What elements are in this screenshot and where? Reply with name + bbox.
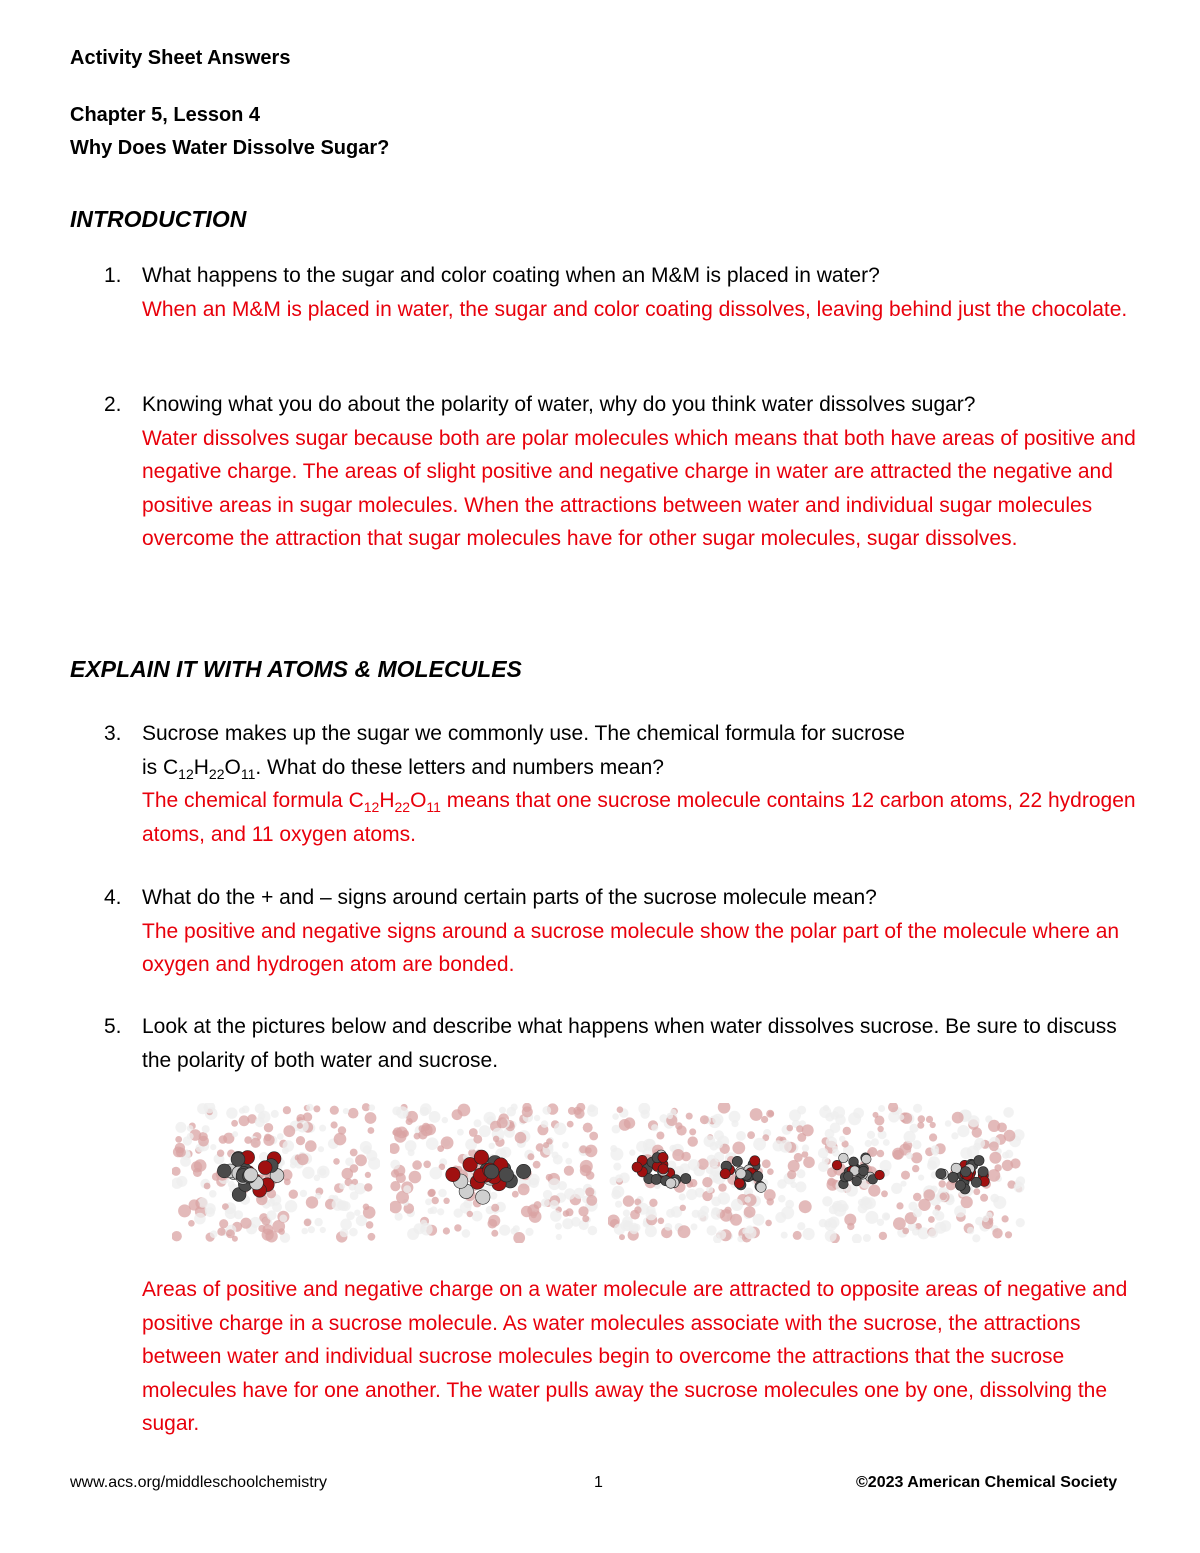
section-heading-explain: EXPLAIN IT WITH ATOMS & MOLECULES xyxy=(70,656,522,682)
question-3 xyxy=(104,717,1144,851)
figure-3-sucrose-separating xyxy=(608,1103,816,1243)
question-text: Knowing what you do about the polarity of water, why do you think water dissolves sugar? xyxy=(142,393,976,416)
question-text: Sucrose makes up the sugar we commonly use. The chemical formula for sucrose is $C_{12}H_{22}O_{11}$. What do these letters and numbers mean? xyxy=(142,722,905,782)
footer-url[interactable]: www.acs.org/middleschoolchemistry xyxy=(70,1474,327,1491)
chapter-heading: Chapter 5, Lesson 4 xyxy=(70,104,261,126)
figure-2-water-attracts-sucrose xyxy=(390,1103,598,1243)
lesson-title: Why Does Water Dissolve Sugar? xyxy=(70,137,390,159)
figure-4-sucrose-dissolved xyxy=(818,1103,1026,1243)
chemical-formula: $C_{12}H_{22}O_{11}$ xyxy=(163,755,256,782)
question-text: What happens to the sugar and color coating when an M&M is placed in water? xyxy=(142,264,880,287)
figure-1-sucrose-crystal xyxy=(172,1103,380,1243)
page-number: 1 xyxy=(594,1474,603,1491)
question-5 xyxy=(104,1010,1144,1077)
copyright: ©2023 American Chemical Society xyxy=(856,1474,1118,1491)
question-number: 3. xyxy=(104,722,122,745)
chemical-formula: $C_{12}H_{22}O_{11}$ xyxy=(348,789,441,816)
question-number: 1. xyxy=(104,264,122,287)
question-text: What do the + and – signs around certain parts of the sucrose molecule mean? xyxy=(142,886,877,909)
answer-text: Water dissolves sugar because both are polar molecules which means that both have areas of positive and negative charge. The areas of slight positive and negative charge in water are attracted the negative and positive areas in sugar molecules. When the attractions between water and individual sugar molecules overcome the attraction that sugar molecules have for other sugar molecules, sugar dissolves. xyxy=(142,426,1136,550)
sucrose-dissolving-figures xyxy=(172,1103,1012,1243)
section-heading-introduction: INTRODUCTION xyxy=(70,206,247,232)
answer-text: When an M&M is placed in water, the sugar and color coating dissolves, leaving behind just the chocolate. xyxy=(142,297,1128,321)
answer-text: The positive and negative signs around a sucrose molecule show the polar part of the molecule where an oxygen and hydrogen atom are bonded. xyxy=(142,919,1120,976)
question-number: 4. xyxy=(104,886,122,909)
question-1 xyxy=(104,259,1144,326)
answer-text: Areas of positive and negative charge on a water molecule are attracted to opposite areas of negative and positive charge in a sucrose molecule. As water molecules associate with the sucrose, the attractions between water and individual sucrose molecules begin to overcome the attractions that the sucrose molecules have for one another. The water pulls away the sucrose molecules one by one, dissolving the sugar. xyxy=(142,1278,1128,1435)
document-title: Activity Sheet Answers xyxy=(70,47,291,69)
question-number: 2. xyxy=(104,393,122,416)
answer-text: The chemical formula $C_{12}H_{22}O_{11}$ means that one sucrose molecule contains 12 carbon atoms, 22 hydrogen atoms, and 11 oxygen atoms. xyxy=(142,789,1136,846)
question-4 xyxy=(104,881,1144,982)
question-2 xyxy=(104,388,1144,556)
question-number: 5. xyxy=(104,1015,122,1038)
question-text: Look at the pictures below and describe what happens when water dissolves sucrose. Be sure to discuss the polarity of both water and sucrose. xyxy=(142,1015,1117,1072)
